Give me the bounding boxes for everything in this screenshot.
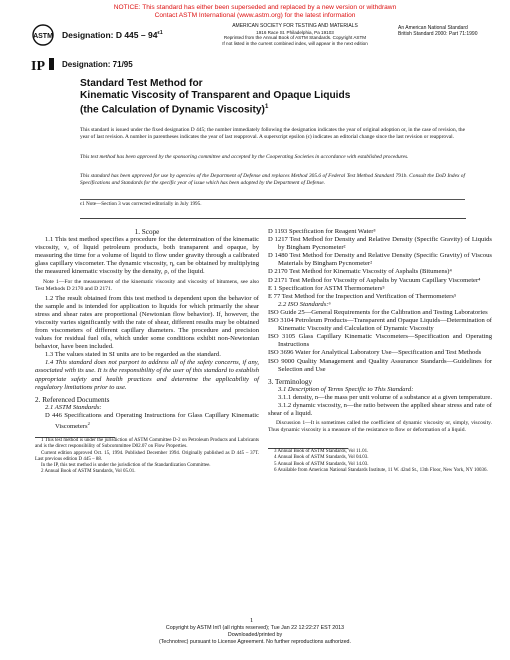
ref-iso-3104: ISO 3104 Petroleum Products—Transparent and Opaque Liquids—Determination of Kinematic Viscosity and Calculation of Dynamic Viscosity [268,317,492,333]
ref-d2171: D 2171 Test Method for Viscosity of Asphalts by Vacuum Capillary Viscometer⁴ [268,276,481,284]
para-2-2: 2.2 ISO Standards:⁶ [278,300,331,308]
document-title: Standard Test Method for Kinematic Viscosity of Transparent and Opaque Liquids (the Calculation of Dynamic Viscosity)$^1$ [80,78,351,115]
footnote-4: 4 Annual Book of ASTM Standards, Vol 04.03. [274,455,369,461]
ref-d446: D 446 Specifications and Operating Instructions for Glass Capillary Kinematic Viscometers$^2$ [45,411,259,431]
ref-iso-9000: ISO 9000 Quality Management and Quality Assurance Standards—Guidelines for Selection and Use [268,357,492,373]
section-1-heading: 1. Scope [134,228,160,236]
right-column [268,228,492,474]
ref-iso-3696: ISO 3696 Water for Analytical Laboratory Use—Specification and Test Methods [268,349,482,357]
ref-e1: E 1 Specification for ASTM Thermometers⁵ [268,284,385,292]
national-standard-block: An American National Standard British Standard 2000: Part 71:1990 [398,25,478,37]
para-3-1-1: 3.1.1 density, n—the mass per unit volume of a substance at a given temperature. [278,393,492,401]
svg-text:IP: IP [31,59,45,74]
notice-line-2: Contact ASTM International (www.astm.org) for the latest information [154,12,356,19]
ref-d2170: D 2170 Test Method for Kinematic Viscosity of Asphalts (Bitumens)⁴ [268,268,452,276]
ref-d1193: D 1193 Specification for Reagent Water³ [268,228,376,235]
superseded-notice [0,4,510,20]
para-2-1: 2.1 ASTM Standards: [45,403,102,411]
page-number: 1 [250,617,254,624]
footnote-6: 6 Available from American National Standards Institute, 11 W. 42nd St., 13th Floor, New York, NY 10036. [274,467,488,473]
publisher-block: AMERICAN SOCIETY FOR TESTING AND MATERIALS 1916 Race St. Philadelphia, Pa 19103 Reprinted from the Annual Book of ASTM Standards. Copyright ASTM If not listed in the current combined index, will appear in the next edition [222,23,368,46]
copyright-footer: Copyright by ASTM Int'l (all rights reserved); Tue Jan 22 12:22:27 EST 2013 Downloaded/printed by (Technotrec) pursuant to License Agreement. No further reproductions authorized. [159,625,351,645]
para-3-1-2: 3.1.2 dynamic viscosity, n—the ratio between the applied shear stress and rate of shear of a liquid. [268,401,492,418]
footnote-3: 3 Annual Book of ASTM Standards, Vol 11.01. [274,449,369,455]
footnote-5: 5 Annual Book of ASTM Standards, Vol 14.03. [274,461,369,467]
para-3-1: 3.1 Description of Terms Specific to This Standard: [278,385,414,393]
section-2-heading: 2. Referenced Documents [35,395,110,404]
divider [80,218,466,219]
ref-e77: E 77 Test Method for the Inspection and Verification of Thermometers⁵ [268,292,457,300]
footnote-1: 1 This test method is under the jurisdiction of ASTM Committee D-2 on Petroleum Products and Lubricants and is the direct responsibility of Subcommittee D02.07 on Flow Properties. [35,438,259,450]
issuance-paragraph: This standard is issued under the fixed designation D 445; the number immediately following the designation indicates the year of original adoption or, in the case of revision, the year of last revision. A number in parentheses indicates the year of last reapproval. A superscript epsilon (ϵ) indicates an editorial change since the last revision or reapproval. [80,127,465,140]
footnote-2: 2 Annual Book of ASTM Standards, Vol 05.01. [41,469,136,475]
footnote-1c: In the IP, this test method is under the jurisdiction of the Standardization Committee. [41,463,211,469]
para-1-3: 1.3 The values stated in SI units are to be regarded as the standard. [45,351,221,359]
approval-paragraph: This test method has been approved by the sponsoring committee and accepted by the Cooperating Societies in accordance with established procedures. [80,154,409,160]
designation: Designation: D $445 - 94^{\epsilon 1}$ [62,30,163,40]
ip-designation: Designation: 71/95 [62,60,133,69]
ref-iso-guide-25: ISO Guide 25—General Requirements for the Calibration and Testing Laboratories [268,308,488,316]
editorial-note: ϵ1 Note—Section 3 was corrected editorially in July 1995. [80,199,465,207]
footnote-1b: Current edition approved Oct. 15, 1994. Published December 1994. Originally published as D 445 – 37T. Last previous edition D 445 – 88. [35,450,259,462]
ref-d1217: D 1217 Test Method for Density and Relative Density (Specific Gravity) of Liquids by Bingham Pycnometer² [268,236,492,252]
ip-logo-icon [30,54,56,76]
ref-iso-3105: ISO 3105 Glass Capillary Kinematic Viscometers—Specification and Operating Instructions [268,333,492,349]
section-3-heading: 3. Terminology [268,377,313,386]
discussion-1: Discussion 1—It is sometimes called the coefficient of dynamic viscosity or, simply, viscosity. Thus dynamic viscosity is a measure of the resistance to flow or deformation of a liquid. [268,420,492,434]
para-1-2: 1.2 The result obtained from this test method is dependent upon the behavior of the sample and is intended for application to liquids for which primarily the shear stress and shear rates are proportional (Newtonian flow behavior). If, however, the viscosity varies significantly with the rate of shear, different results may be obtained from viscometers of different capillary diameters. The procedure and precision values for residual fuel oils, which under some conditions exhibit non-Newtonian behavior, have been included. [35,294,259,351]
ref-d1480: D 1480 Test Method for Density and Relative Density (Specific Gravity) of Viscous Materials by Bingham Pycnometer² [268,252,492,268]
note-1: Note 1—For the measurement of the kinematic viscosity and viscosity of bitumens, see also Test Methods D 2170 and D 2171. [35,278,259,292]
notice-line-1: NOTICE: This standard has either been superseded and replaced by a new version or withdrawn [113,4,397,11]
para-1-4: 1.4 This standard does not purport to address all of the safety concerns, if any, associated with its use. It is the responsibility of the user of this standard to establish appropriate safety and health practices and determine the applicability of regulatory limitations prior to use. [35,359,259,391]
astm-logo-icon [32,24,54,46]
para-1-1: 1.1 This test method specifies a procedure for the determination of the kinematic viscosity, ν, of liquid petroleum products, both transparent and opaque, by measuring the time for a volume of liquid to flow under gravity through a calibrated glass capillary viscometer. The dynamic viscosity, η, can be obtained by multiplying the measured kinematic viscosity by the density, ρ, of the liquid. [35,236,259,276]
left-column [35,228,259,475]
dod-paragraph: This standard has been approved for use by agencies of the Department of Defense and replaces Method 305.6 of Federal Test Method Standard 791b. Consult the DoD Index of Specifications and Standards for the specific year of issue which has been adopted by the Department of Defense. [80,173,465,186]
svg-text:ASTM: ASTM [33,33,53,40]
